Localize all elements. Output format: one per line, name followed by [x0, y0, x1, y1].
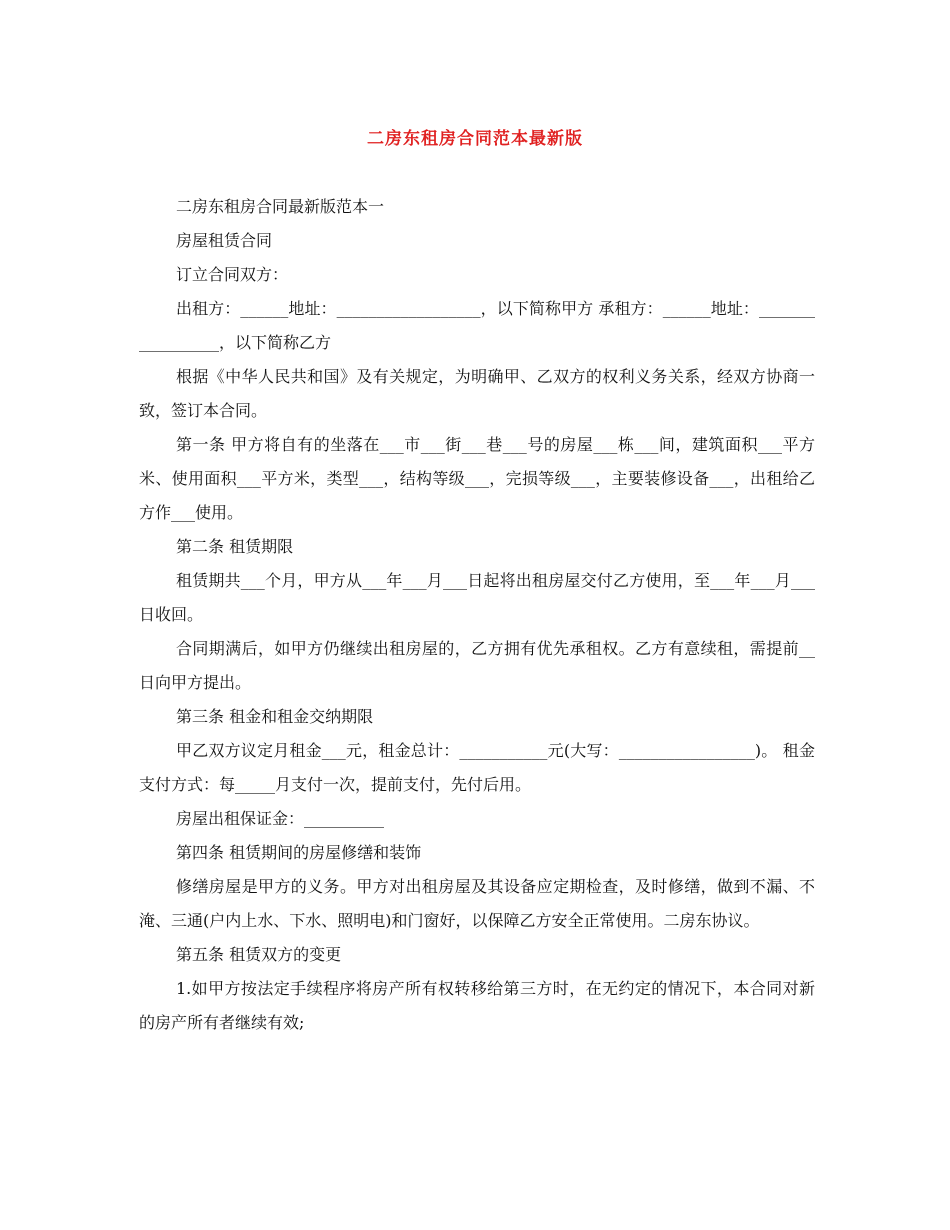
paragraph-article-4-heading: 第四条 租赁期间的房屋修缮和装饰: [176, 843, 422, 862]
paragraph-article-3-heading: 第三条 租金和租金交纳期限: [176, 707, 374, 726]
paragraph-article-5-heading: 第五条 租赁双方的变更: [176, 945, 342, 964]
paragraph-parties-heading: 订立合同双方：: [176, 265, 289, 284]
paragraph-lease-term: 租赁期共___个月，甲方从___年___月___日起将出租房屋交付乙方使用，至___年___月___日收回。: [139, 571, 815, 624]
paragraph-version-heading: 二房东租房合同最新版范本一: [176, 197, 385, 216]
paragraph-renewal: 合同期满后，如甲方仍继续出租房屋的，乙方拥有优先承租权。乙方有意续租，需提前__日向甲方提出。: [139, 639, 815, 692]
paragraph-contract-name: 房屋租赁合同: [176, 231, 273, 250]
paragraph-deposit: 房屋出租保证金：__________: [176, 809, 385, 828]
paragraph-ownership-transfer: 1.如甲方按法定手续程序将房产所有权转移给第三方时，在无约定的情况下，本合同对新的房产所有者继续有效;: [139, 979, 815, 1032]
paragraph-article-2-heading: 第二条 租赁期限: [176, 537, 294, 556]
paragraph-rent: 甲乙双方议定月租金___元，租金总计：___________元(大写：_________________)。 租金支付方式：每_____月支付一次，提前支付，先付后用。: [139, 741, 815, 794]
paragraph-repairs: 修缮房屋是甲方的义务。甲方对出租房屋及其设备应定期检查，及时修缮，做到不漏、不淹、三通(户内上水、下水、照明电)和门窗好，以保障乙方安全正常使用。二房东协议。: [139, 877, 815, 930]
document-title: 二房东租房合同范本最新版: [367, 129, 583, 149]
paragraph-article-1: 第一条 甲方将自有的坐落在___市___街___巷___号的房屋___栋___间，建筑面积___平方米、使用面积___平方米，类型___，结构等级___，完损等级___，主要装修设备___，出租给乙方作___使用。: [139, 435, 815, 522]
paragraph-preamble: 根据《中华人民共和国》及有关规定，为明确甲、乙双方的权利义务关系，经双方协商一致，签订本合同。: [139, 367, 815, 420]
document-body: [139, 190, 815, 1040]
paragraph-parties: 出租方：______地址：__________________，以下简称甲方 承租方：______地址：_________________，以下简称乙方: [139, 299, 815, 352]
